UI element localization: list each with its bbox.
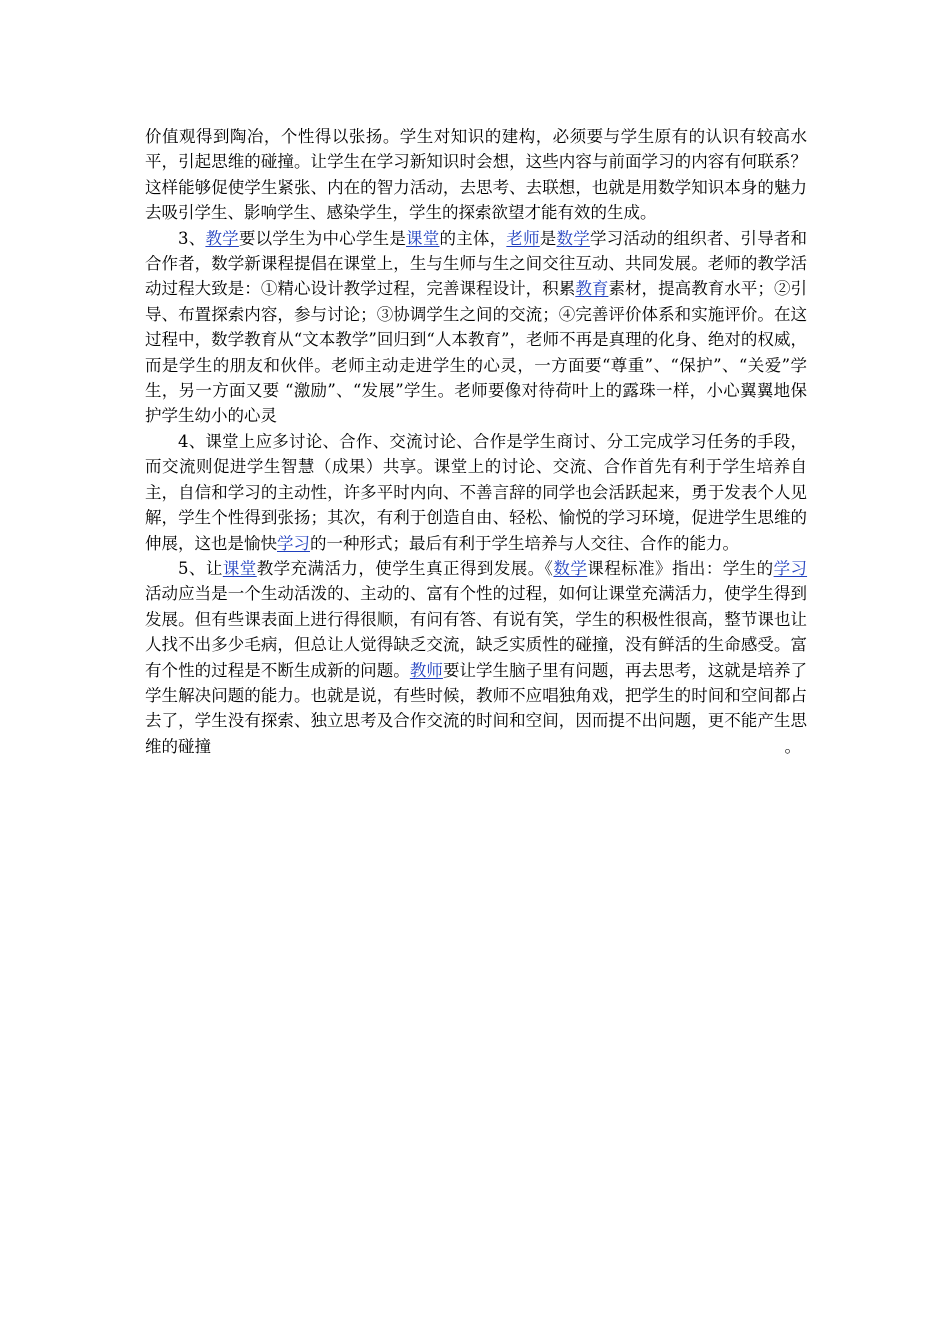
paragraph-text: 素材，提高教育水平；②引导、布置探索内容，参与讨论；③协调学生之间的交流；④完善评价体系和实施评价。在这过程中，数学教育从“文本教学”回归到“人本教育”，老师不再是真理的化身、绝对的权威，而是学生的朋友和伙伴。老师主动走进学生的心灵，一方面要“尊重”、“保护”、“关爱”学生，另一方面又要 “激励”、“发展”学生。老师要像对待荷叶上的露珠一样，小心翼翼地保护学生幼小的心灵 (145, 279, 808, 426)
link-jiaoxue[interactable]: 教学 (205, 228, 239, 248)
link-xuexi[interactable]: 学习 (277, 533, 310, 553)
paragraph-1 (145, 124, 807, 226)
paragraph-text: 要以学生为中心学生是 (238, 228, 407, 248)
paragraph-text: 活动应当是一个生动活泼的、主动的、富有个性的过程，如何让课堂充满活力，使学生得到发展。但有些课表面上进行得很顺，有问有答、有说有笑，学生的积极性很高，整节课也让人找不出多少毛病，但总让人觉得缺乏交流，缺乏实质性的碰撞，没有鲜活的生命感受。富有个性的过程是不断生成新的问题。 (145, 584, 807, 680)
link-jiaoyu[interactable]: 教育 (575, 279, 609, 299)
document-body (145, 124, 807, 759)
paragraph-text: 学习活动的组织者、引导者和合作者，数学新课程提倡在课堂上，生与生师与生之间交往互动、共同发展。老师的教学活动过程大致是：①精心设计教学过程，完善课程设计，积累 (145, 228, 808, 299)
paragraph-text: 课程标准》指出：学生的 (587, 558, 774, 578)
paragraph-text: 的主体， (439, 228, 507, 248)
paragraph-text: 3、 (178, 228, 206, 248)
trailing-period: 。 (784, 736, 801, 756)
paragraph-4 (145, 556, 807, 759)
paragraph-text: 4、课堂上应多讨论、合作、交流讨论、合作是学生商讨、分工完成学习任务的手段，而交流则促进学生智慧（成果）共享。课堂上的讨论、交流、合作首先有利于学生培养自主，自信和学习的主动性，许多平时内向、不善言辞的同学也会活跃起来，勇于发表个人见解，学生个性得到张扬；其次，有利于创造自由、轻松、愉悦的学习环境，促进学生思维的伸展，这也是愉快 (145, 431, 807, 553)
paragraph-text: 教学充满活力，使学生真正得到发展。《 (256, 558, 554, 578)
paragraph-text: 要让学生脑子里有问题，再去思考，这就是培养了学生解决问题的能力。也就是说，有些时候，教师不应唱独角戏，把学生的时间和空间都占去了，学生没有探索、独立思考及合作交流的时间和空间，因而提不出问题，更不能产生思维的碰撞 (145, 660, 808, 756)
link-shuxue[interactable]: 数学 (553, 558, 588, 578)
paragraph-text: 5、让 (178, 558, 223, 578)
paragraph-text: 的一种形式；最后有利于学生培养与人交往、合作的能力。 (310, 533, 739, 553)
link-xuexi[interactable]: 学习 (773, 558, 808, 578)
link-jiaoshi[interactable]: 教师 (409, 660, 443, 680)
paragraph-text: 价值观得到陶冶，个性得以张扬。学生对知识的建构，必须要与学生原有的认识有较高水平，引起思维的碰撞。让学生在学习新知识时会想，这些内容与前面学习的内容有何联系？这样能够促使学生紧张、内在的智力活动，去思考、去联想，也就是用数学知识本身的魅力去吸引学生、影响学生、感染学生，学生的探索欲望才能有效的生成。 (145, 127, 807, 223)
paragraph-3 (145, 429, 807, 556)
link-ketang[interactable]: 课堂 (222, 558, 257, 578)
link-shuxue[interactable]: 数学 (556, 228, 590, 248)
paragraph-text: 是 (539, 228, 557, 248)
link-ketang[interactable]: 课堂 (406, 228, 440, 248)
link-laoshi[interactable]: 老师 (506, 228, 540, 248)
paragraph-2 (145, 226, 807, 429)
